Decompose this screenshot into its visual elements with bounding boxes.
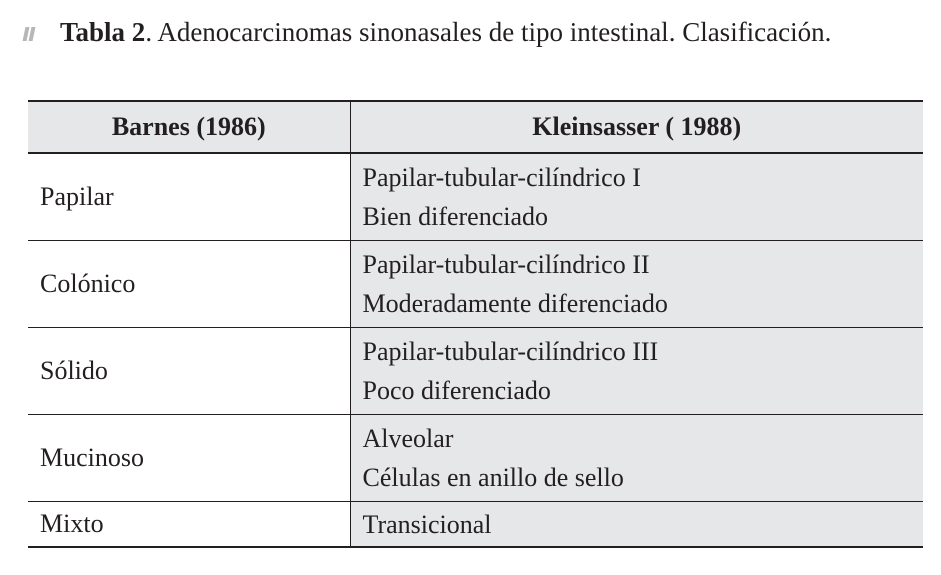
table-row [28,415,923,502]
barnes-cell: Sólido [28,328,350,415]
header-barnes: Barnes (1986) [28,101,350,153]
kleinsasser-cell [350,153,923,241]
table-row [28,502,923,548]
table-row [28,153,923,241]
caption-label: Tabla 2 [60,17,146,47]
section-marker-icon [24,26,34,42]
kleinsasser-line: Transicional [362,509,492,539]
table-row [28,328,923,415]
barnes-cell: Mucinoso [28,415,350,502]
table-caption [24,14,831,50]
table-header-row [28,101,923,153]
caption-text: . Adenocarcinomas sinonasales de tipo intestinal. Clasificación. [145,17,832,47]
barnes-cell: Colónico [28,241,350,328]
kleinsasser-line: Poco diferenciado [362,376,551,405]
kleinsasser-line: Moderadamente diferenciado [362,289,668,318]
kleinsasser-cell [350,415,923,502]
table-row [28,241,923,328]
kleinsasser-line: Células en anillo de sello [362,463,624,492]
kleinsasser-cell [350,328,923,415]
kleinsasser-line: Papilar-tubular-cilíndrico II [362,250,650,279]
barnes-cell: Mixto [28,502,350,548]
kleinsasser-line: Papilar-tubular-cilíndrico I [362,163,641,192]
kleinsasser-line: Alveolar [362,424,454,453]
kleinsasser-cell [350,241,923,328]
kleinsasser-cell [350,502,923,548]
barnes-cell: Papilar [28,153,350,241]
header-kleinsasser: Kleinsasser ( 1988) [350,101,923,153]
kleinsasser-line: Papilar-tubular-cilíndrico III [362,337,659,366]
classification-table [28,100,923,548]
kleinsasser-line: Bien diferenciado [362,202,549,231]
